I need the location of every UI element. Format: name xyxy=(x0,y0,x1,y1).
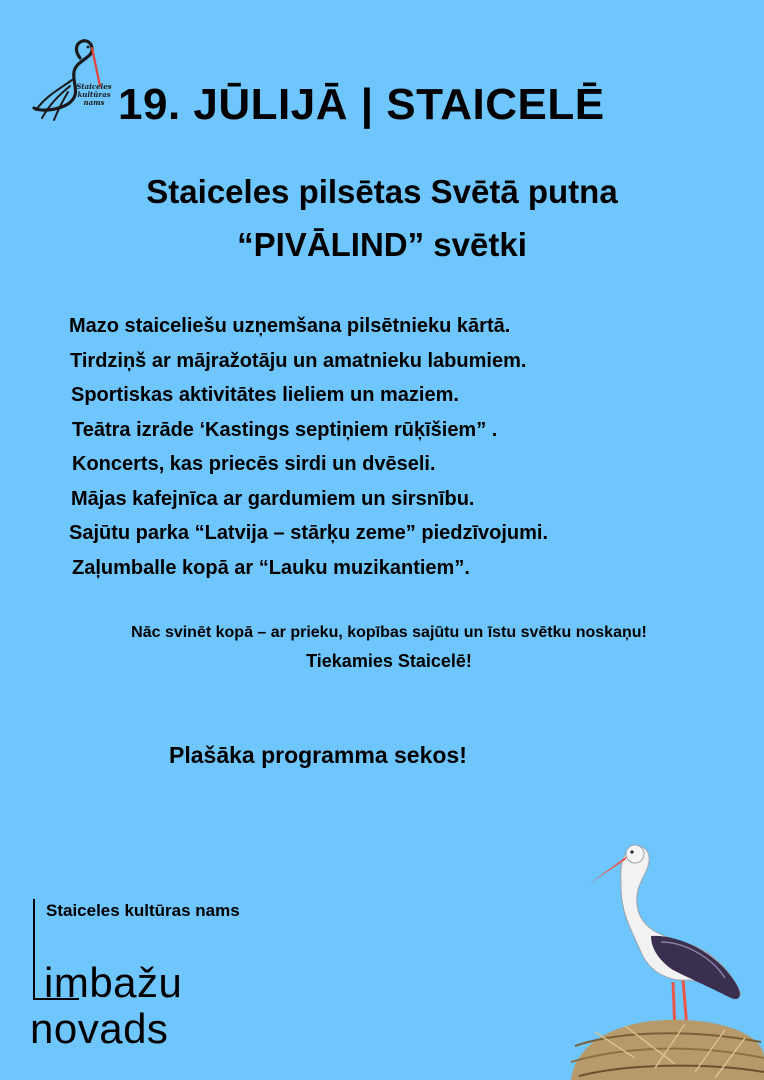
brand-line: novads xyxy=(30,1005,169,1052)
brand-wordmark xyxy=(30,959,183,1052)
invitation-line: Tiekamies Staicelē! xyxy=(306,651,472,671)
program-item: Koncerts, kas priecēs sirdi un dvēseli. xyxy=(72,453,436,475)
event-title xyxy=(0,165,764,271)
program-item: Mājas kafejnīca ar gardumiem un sirsnību. xyxy=(71,487,475,510)
event-title-line: Staiceles pilsētas Svētā putna xyxy=(146,173,618,210)
program-item: Mazo staiceliešu uzņemšana pilsētnieku kārtā. xyxy=(69,315,511,337)
more-info-text: Plašāka programma sekos! xyxy=(169,742,467,768)
logo-text-line: kultūras xyxy=(77,90,111,99)
stork-on-nest-illustration xyxy=(565,832,764,1080)
program-item: Zaļumballe kopā ar “Lauku muzikantiem”. xyxy=(72,556,470,579)
stork-logo-icon xyxy=(28,30,108,122)
program-item: Sportiskas aktivitātes lieliem un maziem. xyxy=(71,384,459,406)
program-list xyxy=(69,309,548,585)
brand-line: imbažu xyxy=(44,959,183,1006)
invitation xyxy=(0,619,764,675)
program-item: Tirdziņš ar mājražotāju un amatnieku labumiem. xyxy=(70,349,527,372)
logo-text-line: nams xyxy=(83,98,105,107)
date-place-heading: 19. JŪLIJĀ | STAICELĒ xyxy=(118,80,605,129)
invitation-line: Nāc svinēt kopā – ar prieku, kopības sajūtu un īstu svētku noskaņu! xyxy=(131,624,647,641)
brand-l-stroke xyxy=(33,899,35,1000)
program-item: Teātra izrāde ‘Kastings septiņiem rūķīšiem” . xyxy=(72,418,498,441)
program-item: Sajūtu parka “Latvija – stārķu zeme” piedzīvojumi. xyxy=(69,522,549,544)
logo-text xyxy=(72,83,116,107)
event-title-line: “PIVĀLIND” svētki xyxy=(237,226,527,263)
logo-text-line: Staiceles xyxy=(76,82,112,91)
organizer-name: Staiceles kultūras nams xyxy=(46,901,240,920)
